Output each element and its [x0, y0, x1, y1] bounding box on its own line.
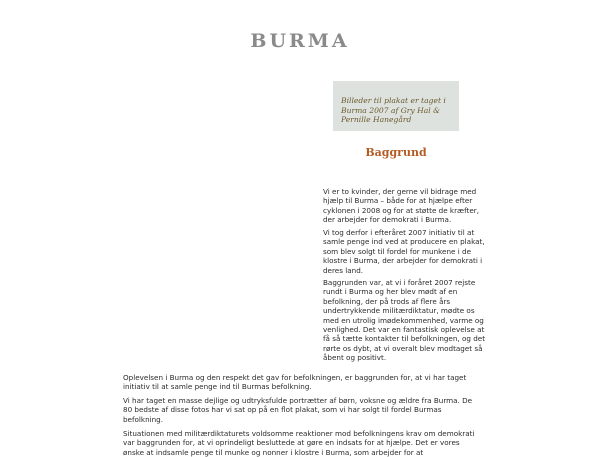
text-line: samle penge ind ved at producere en plakat,	[323, 237, 485, 247]
text-line: Baggrunden var, at vi i foråret 2007 rejste	[323, 278, 476, 287]
text-line: Oplevelsen i Burma og den respekt det gav for befolkningen, er baggrunden for, at vi har taget	[123, 373, 467, 382]
section-heading: Baggrund	[365, 146, 427, 159]
body-paragraph	[123, 373, 466, 392]
body-paragraph	[123, 396, 472, 424]
text-line: rørte os dybt, at vi overalt blev modtaget så	[323, 343, 483, 353]
text-line: var baggrunden for, at vi oprindeligt besluttede at gøre en indsats for at hjælpe. Det er vores	[123, 438, 460, 448]
text-line: der arbejder for demokrati i Burma.	[323, 215, 452, 225]
caption-line: Pernille Hanegård	[341, 115, 412, 125]
caption-line: Burma 2007 af Gry Hal &	[341, 105, 440, 115]
column-paragraph	[323, 187, 479, 225]
text-line: venlighed. Det var en fantastisk oplevelse at	[323, 325, 485, 335]
text-line: klostre i Burma, der arbejder for demokrati i	[323, 256, 483, 266]
text-line: Situationen med militærdiktaturets voldsomme reaktioner mod befolkningens krav om demokrati	[123, 429, 475, 438]
body-paragraph	[123, 429, 474, 457]
text-line: befolkning, der på trods af flere års	[323, 296, 451, 306]
text-line: Vi tog derfor i efteråret 2007 initiativ til at	[323, 228, 475, 237]
text-line: åbent og positivt.	[323, 353, 387, 363]
text-line: hjælp til Burma – både for at hjælpe efter	[323, 196, 473, 206]
text-line: med en utrolig imødekommenhed, varme og	[323, 315, 484, 325]
page-title: BURMA	[250, 30, 350, 52]
text-line: ønske at indsamle penge til munke og nonner i klostre i Burma, som arbejder for at	[123, 447, 424, 457]
column-paragraph	[323, 278, 485, 363]
text-line: Vi er to kvinder, der gerne vil bidrage med	[323, 187, 477, 196]
text-line: rundt i Burma og her blev mødt af en	[323, 287, 458, 297]
text-line: deres land.	[323, 265, 364, 275]
text-line: befolkning.	[123, 414, 164, 424]
column-paragraph	[323, 228, 485, 275]
text-line: Vi har taget en masse dejlige og udtryksfulde portrætter af børn, voksne og ældre fra Burma. De	[123, 396, 473, 405]
photo-caption-box	[333, 81, 459, 131]
text-line: som blev solgt til fordel for munkene i de	[323, 246, 472, 256]
text-line: initiativ til at samle penge ind til Burmas befolkning.	[123, 382, 312, 392]
text-line: undertrykkende militærdiktatur, mødte os	[323, 306, 475, 316]
text-line: 80 bedste af disse fotos har vi sat op på en flot plakat, som vi har solgt til fordel Burmas	[123, 405, 442, 415]
text-line: cyklonen i 2008 og for at støtte de kræfter,	[323, 205, 479, 215]
caption-line: Billeder til plakat er taget i	[341, 96, 446, 105]
text-line: få så tætte kontakter til befolkningen, og det	[323, 334, 486, 344]
